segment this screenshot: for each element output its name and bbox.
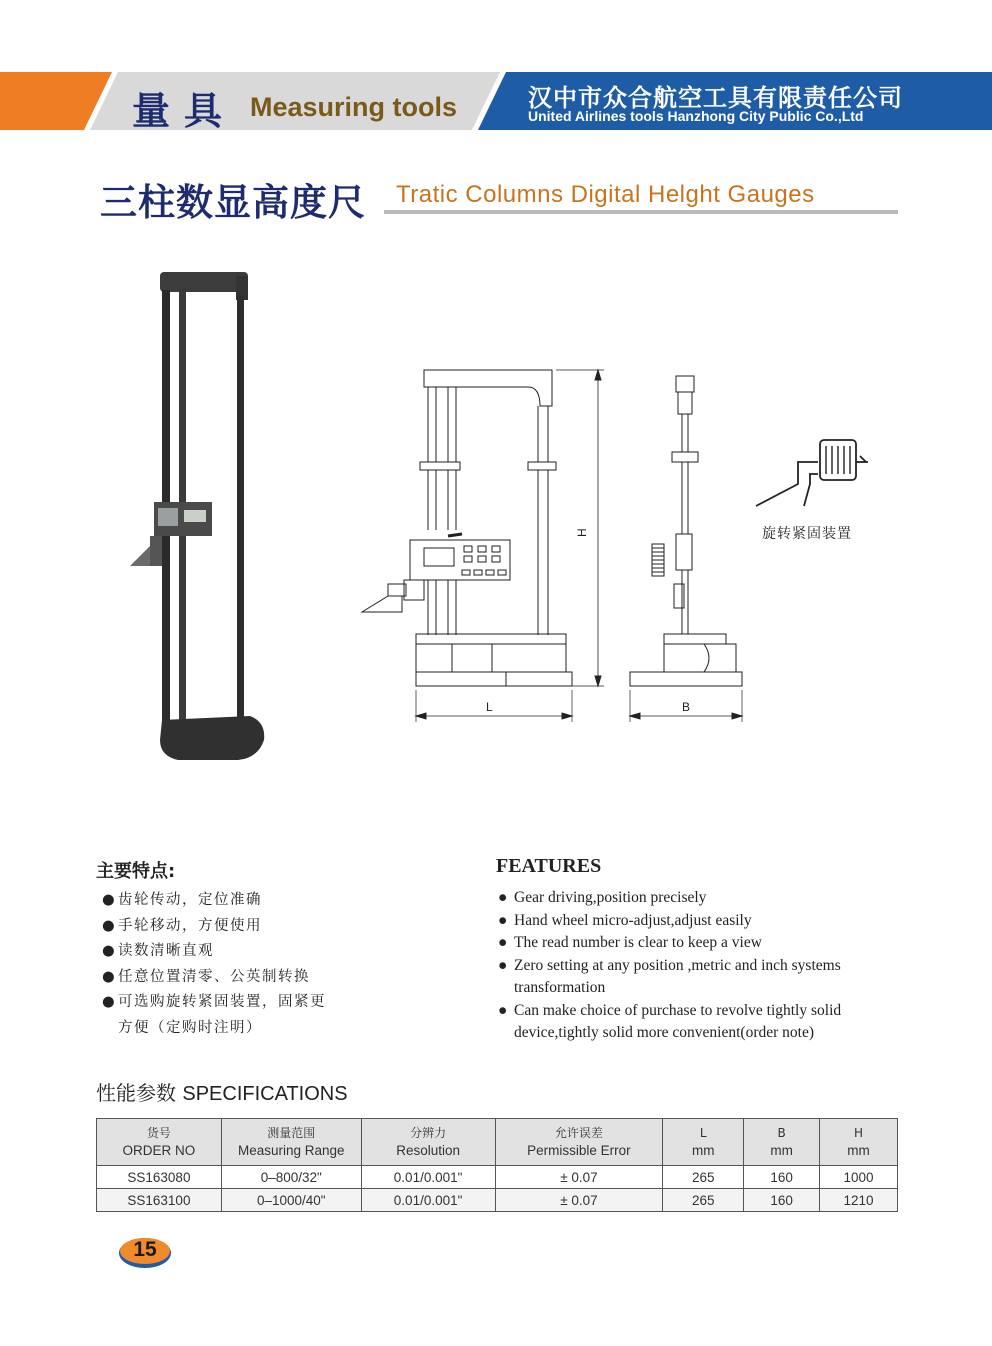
list-item: ● 齿轮传动，定位准确 [100, 888, 350, 914]
list-item-continuation: transformation [514, 979, 606, 996]
list-item: ● 任意位置清零、公英制转换 [100, 965, 350, 991]
features-title-en: FEATURES [496, 855, 602, 877]
specifications-table [96, 1118, 898, 1212]
front-view-drawing [362, 370, 604, 722]
table-header-row [97, 1119, 898, 1166]
side-view-drawing [630, 376, 742, 722]
table-cell: 1210 [820, 1189, 898, 1212]
features-list-cn [100, 888, 350, 1041]
list-item-continuation: 方便（定购时注明） [118, 1019, 262, 1036]
list-item: ● The read number is clear to keep a view [496, 932, 886, 955]
table-cell: 0–1000/40" [221, 1189, 361, 1212]
product-title-cn: 三柱数显高度尺 [100, 181, 366, 224]
page-number: 15 [133, 1238, 157, 1261]
column-header-permissible-error: 允许误差 Permissible Error [495, 1119, 663, 1166]
clamp-device-drawing [756, 440, 868, 506]
table-cell: 160 [744, 1189, 820, 1212]
column-header-resolution: 分辨力 Resolution [361, 1119, 495, 1166]
table-row [97, 1166, 898, 1189]
bullet-icon: ● [498, 956, 508, 974]
bullet-icon: ● [102, 943, 117, 959]
list-item: ● Hand wheel micro-adjust,adjust easily [496, 910, 886, 933]
dimension-b-label: B [682, 700, 691, 714]
column-header-b: B mm [744, 1119, 820, 1166]
product-figures [0, 250, 992, 770]
product-title-en: Tratic Columns Digital Helght Gauges [396, 181, 815, 208]
dimension-h-label: H [575, 528, 589, 537]
list-item: ● Gear driving,position precisely [496, 887, 886, 910]
specifications-title [96, 1077, 348, 1106]
bullet-icon: ● [102, 994, 117, 1010]
bullet-icon: ● [102, 968, 117, 985]
list-item: ● 可选购旋转紧固装置，固紧更 [100, 990, 350, 1016]
list-item-continuation: device,tightly solid more convenient(order note) [514, 1024, 815, 1041]
column-header-l: L mm [663, 1119, 744, 1166]
table-cell: 160 [744, 1166, 820, 1189]
table-cell: ± 0.07 [495, 1166, 663, 1189]
table-cell: 265 [663, 1189, 744, 1212]
category-title-cn: 量具 [132, 88, 237, 133]
bullet-icon: ● [498, 1001, 508, 1019]
title-underline [384, 210, 898, 214]
table-cell: 265 [663, 1166, 744, 1189]
column-header-h: H mm [820, 1119, 898, 1166]
table-cell: 0–800/32" [221, 1166, 361, 1189]
clamp-device-caption: 旋转紧固装置 [762, 526, 852, 542]
features-list-en [496, 887, 886, 1045]
bullet-icon: ● [498, 889, 508, 906]
category-title-en: Measuring tools [250, 92, 458, 122]
table-cell: 0.01/0.001" [361, 1166, 495, 1189]
company-name-en: United Airlines tools Hanzhong City Public Co.,Ltd [528, 108, 864, 124]
column-header-measuring-range: 测量范围 Measuring Range [221, 1119, 361, 1166]
bullet-icon: ● [102, 892, 117, 908]
specifications-title-en: SPECIFICATIONS [182, 1083, 348, 1105]
table-row [97, 1189, 898, 1212]
product-photo [130, 272, 264, 760]
list-item: ● 读数清晰直观 [100, 939, 350, 965]
column-header-order-no: 货号 ORDER NO [97, 1119, 222, 1166]
list-item: ● Zero setting at any position ,metric and inch systems [496, 955, 886, 978]
bullet-icon: ● [498, 934, 508, 951]
table-cell: SS163080 [97, 1166, 222, 1189]
table-cell: 1000 [820, 1166, 898, 1189]
dimension-l-label: L [486, 700, 493, 714]
features-title-cn: 主要特点: [96, 861, 176, 882]
bullet-icon: ● [498, 911, 508, 929]
specifications-title-cn: 性能参数 [96, 1081, 176, 1105]
table-cell: 0.01/0.001" [361, 1189, 495, 1212]
table-cell: ± 0.07 [495, 1189, 663, 1212]
bullet-icon: ● [102, 917, 117, 934]
table-cell: SS163100 [97, 1189, 222, 1212]
list-item: ● 手轮移动，方便使用 [100, 914, 350, 940]
company-name-cn: 汉中市众合航空工具有限责任公司 [528, 83, 903, 112]
list-item: ● Can make choice of purchase to revolve tightly solid [496, 1000, 886, 1023]
